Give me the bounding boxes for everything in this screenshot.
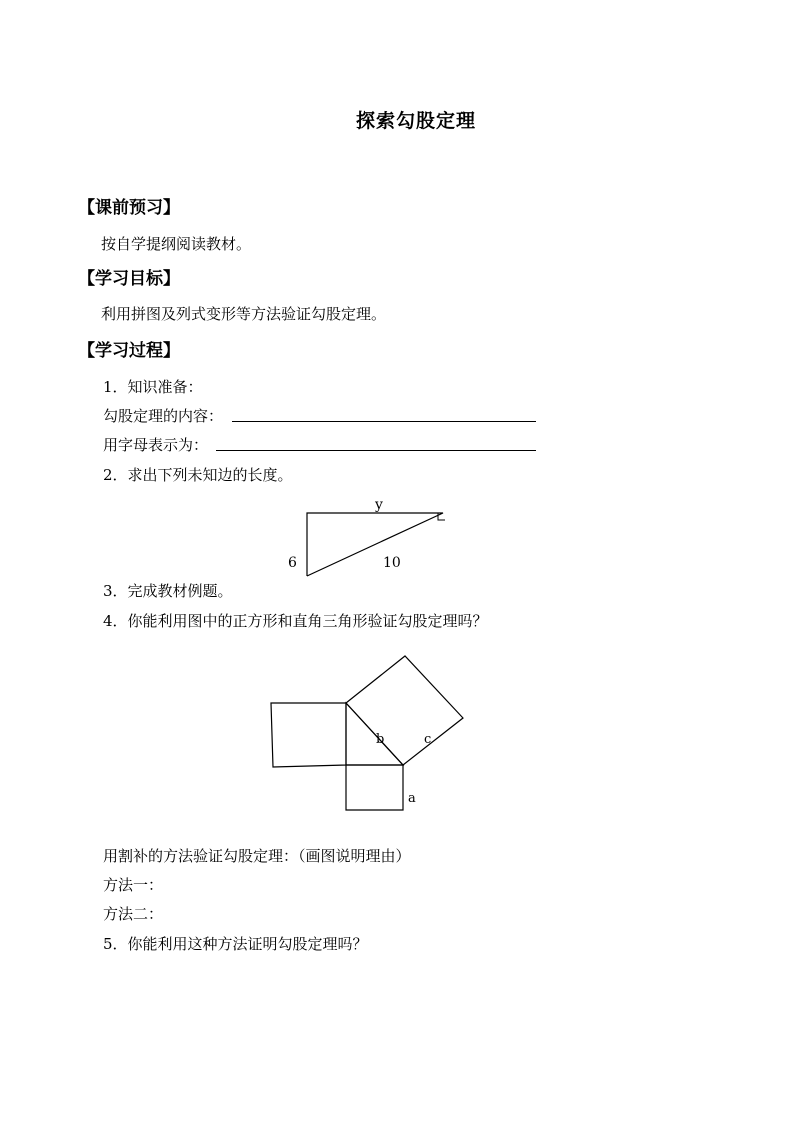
method-2: 方法二： [103,905,164,923]
label-6: 6 [288,555,297,571]
right-triangle [307,513,443,576]
item-5: 5．你能利用这种方法证明勾股定理吗？ [103,935,368,953]
preview-text: 按自学提纲阅读教材。 [101,235,252,253]
label-b: b [376,732,385,747]
item-2: 2．求出下列未知边的长度。 [103,466,293,484]
label-c: c [424,732,432,747]
squares-figure [271,656,463,810]
goals-text: 利用拼图及列式变形等方法验证勾股定理。 [101,305,387,323]
square-c [346,656,463,765]
goals-heading: 【学习目标】 [78,269,180,289]
method-1: 方法一： [103,876,164,894]
triangle-figure [288,497,445,576]
fill-letters-label: 用字母表示为： [103,436,209,454]
fill-content-label: 勾股定理的内容： [103,407,224,425]
item-1: 1．知识准备： [103,378,203,396]
item-4: 4．你能利用图中的正方形和直角三角形验证勾股定理吗？ [103,612,488,630]
page-title: 探索勾股定理 [356,110,477,132]
label-y: y [375,497,383,513]
preview-heading: 【课前预习】 [78,198,180,218]
item-3: 3．完成教材例题。 [103,582,233,600]
process-heading: 【学习过程】 [78,341,180,361]
label-10: 10 [383,555,401,571]
square-a [346,765,403,810]
label-a: a [408,791,416,806]
method-intro: 用割补的方法验证勾股定理：（画图说明理由） [103,847,411,865]
square-b [271,703,346,767]
